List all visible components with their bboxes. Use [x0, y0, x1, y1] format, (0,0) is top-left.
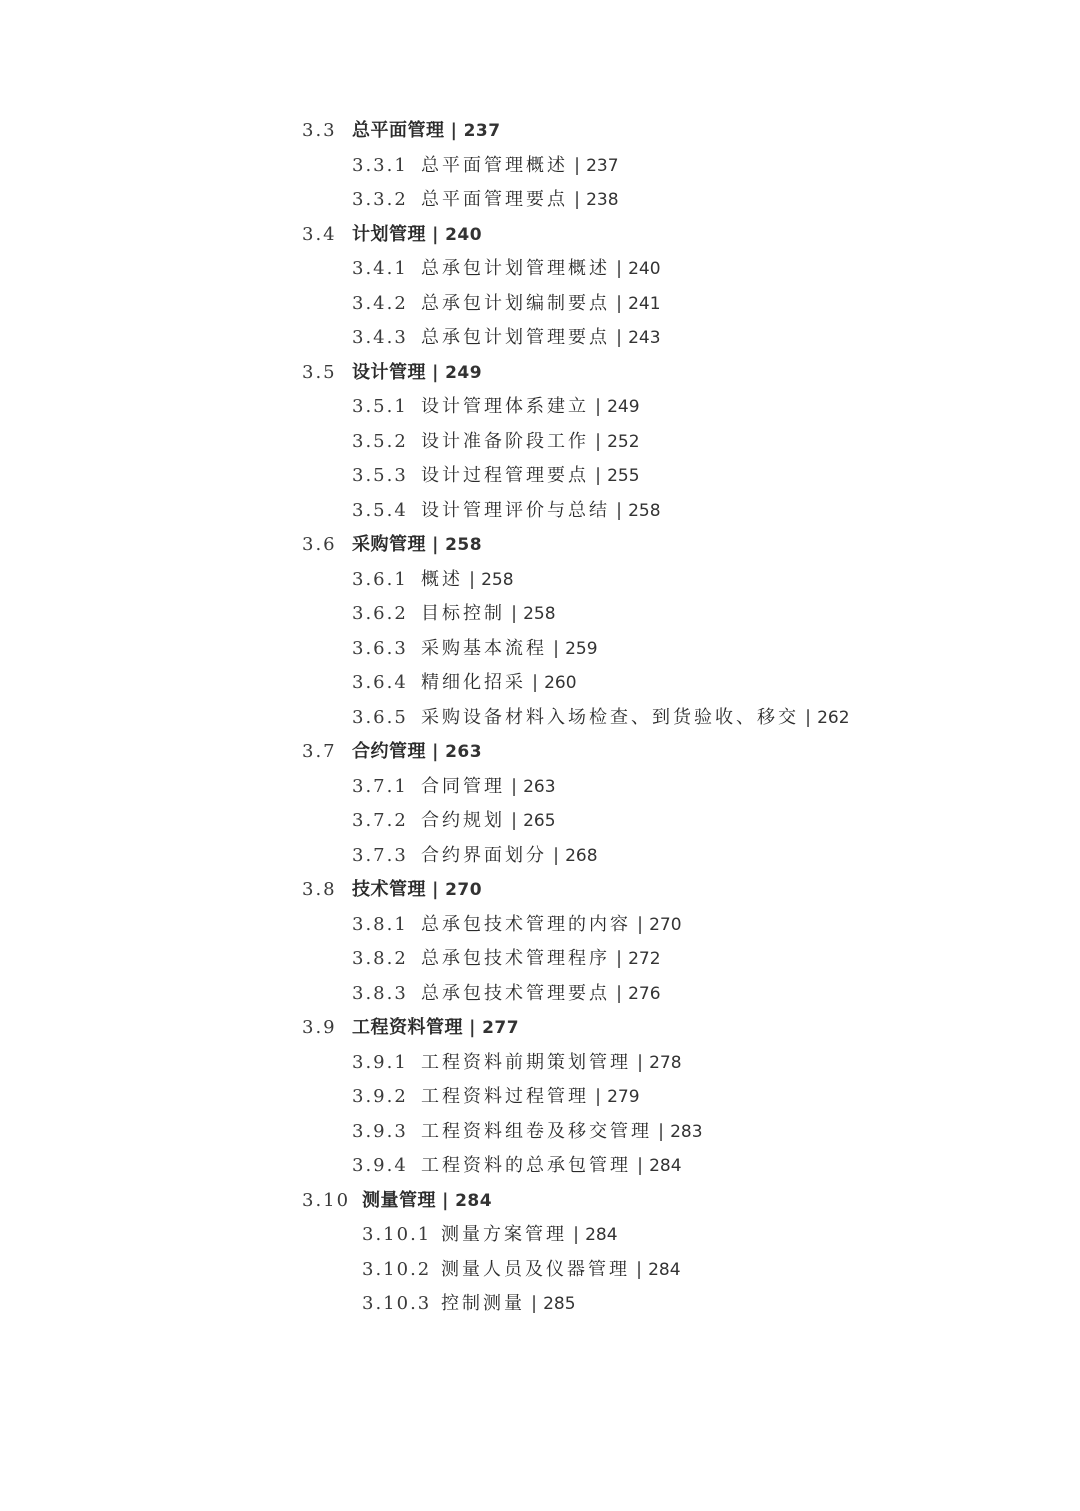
toc-separator: |: [574, 154, 581, 176]
toc-entry-title: 总承包技术管理程序: [421, 948, 610, 969]
toc-entry-title-group: [421, 321, 661, 356]
toc-page-number: 284: [585, 1225, 618, 1245]
toc-section-entry: [0, 218, 1080, 253]
toc-page-number: 238: [586, 190, 619, 210]
toc-entry-title-group: [421, 942, 661, 977]
toc-page-number: 249: [445, 362, 483, 383]
toc-subsection-entry: [0, 183, 1080, 218]
toc-entry-title: 总承包技术管理要点: [421, 982, 610, 1004]
toc-entry-title-group: [352, 735, 482, 770]
toc-entry-title-group: [421, 1149, 682, 1184]
toc-entry-title-group: [421, 839, 598, 874]
toc-page-number: 259: [565, 638, 598, 659]
toc-separator: |: [616, 258, 623, 279]
toc-entry-title-group: [352, 114, 501, 149]
toc-entry-title-group: [421, 632, 598, 667]
toc-page-number: 252: [607, 431, 640, 452]
toc-subsection-entry: [0, 597, 1080, 632]
toc-separator: |: [469, 568, 476, 590]
toc-page-number: 270: [445, 880, 483, 900]
toc-page-number: 263: [523, 776, 556, 797]
toc-entry-title-group: [421, 597, 556, 632]
toc-entry-number: 3.6.5: [352, 706, 408, 728]
toc-entry-number: 3.5.3: [352, 465, 408, 486]
toc-entry-number: 3.5: [302, 361, 337, 383]
toc-separator: |: [574, 189, 581, 210]
toc-entry-number: 3.7.2: [352, 810, 408, 831]
toc-separator: |: [553, 637, 560, 659]
toc-page-number: 283: [670, 1121, 703, 1142]
toc-entry-number: 3.8: [302, 879, 337, 900]
toc-page-number: 284: [649, 1156, 682, 1176]
toc-separator: |: [658, 1120, 665, 1142]
toc-entry-title: 控制测量: [441, 1293, 525, 1314]
toc-entry-title: 设计准备阶段工作: [421, 430, 589, 452]
toc-entry-number: 3.6.1: [352, 568, 408, 590]
toc-entry-title: 采购设备材料入场检查、到货验收、移交: [421, 706, 799, 728]
toc-entry-title: 工程资料过程管理: [421, 1086, 589, 1107]
toc-entry-title: 工程资料管理: [352, 1017, 463, 1038]
toc-subsection-entry: [0, 563, 1080, 598]
toc-section-entry: [0, 528, 1080, 563]
toc-entry-title: 设计过程管理要点: [421, 465, 589, 486]
toc-subsection-entry: [0, 804, 1080, 839]
toc-entry-title-group: [421, 183, 619, 218]
toc-entry-title-group: [421, 459, 640, 494]
toc-separator: |: [432, 879, 440, 900]
toc-entry-title: 总承包计划编制要点: [421, 292, 610, 314]
toc-entry-number: 3.10.1: [362, 1224, 432, 1245]
toc-entry-number: 3.10.2: [362, 1258, 432, 1280]
toc-separator: |: [805, 706, 812, 728]
toc-entry-number: 3.8.1: [352, 913, 408, 935]
toc-entry-title-group: [441, 1253, 681, 1288]
toc-separator: |: [616, 327, 623, 348]
toc-page-number: 237: [586, 155, 619, 176]
toc-page-number: 285: [543, 1294, 576, 1314]
toc-separator: |: [469, 1017, 477, 1038]
toc-page-number: 258: [628, 500, 661, 521]
toc-entry-title: 概述: [421, 568, 463, 590]
toc-entry-title: 目标控制: [421, 603, 505, 624]
toc-separator: |: [616, 948, 623, 969]
toc-page-number: 272: [628, 949, 661, 969]
toc-subsection-entry: [0, 632, 1080, 667]
toc-page-number: 284: [455, 1190, 493, 1211]
toc-page-number: 255: [607, 466, 640, 486]
toc-entry-title-group: [352, 873, 482, 908]
toc-entry-number: 3.4.1: [352, 258, 408, 279]
toc-subsection-entry: [0, 1046, 1080, 1081]
toc-entry-number: 3.10: [302, 1189, 351, 1211]
toc-entry-title-group: [441, 1218, 618, 1253]
toc-page-number: 268: [565, 845, 598, 866]
toc-entry-title: 测量人员及仪器管理: [441, 1258, 630, 1280]
toc-separator: |: [616, 499, 623, 521]
toc-page-number: 237: [463, 121, 501, 141]
toc-subsection-entry: [0, 942, 1080, 977]
toc-entry-title-group: [421, 908, 682, 943]
toc-subsection-entry: [0, 149, 1080, 184]
toc-entry-number: 3.7.1: [352, 775, 408, 797]
toc-entry-number: 3.9: [302, 1017, 337, 1038]
toc-entry-title-group: [421, 390, 640, 425]
toc-separator: |: [532, 672, 539, 693]
toc-separator: |: [637, 913, 644, 935]
toc-entry-title-group: [352, 356, 482, 391]
toc-separator: |: [511, 603, 518, 624]
toc-subsection-entry: [0, 1115, 1080, 1150]
toc-subsection-entry: [0, 770, 1080, 805]
toc-entry-title-group: [421, 425, 640, 460]
toc-section-entry: [0, 1184, 1080, 1219]
toc-entry-number: 3.6: [302, 534, 337, 555]
toc-entry-number: 3.7: [302, 741, 337, 762]
toc-separator: |: [432, 223, 440, 245]
toc-entry-number: 3.6.3: [352, 637, 408, 659]
toc-entry-number: 3.9.1: [352, 1051, 408, 1073]
toc-page-number: 243: [628, 328, 661, 348]
toc-entry-title-group: [362, 1184, 492, 1219]
toc-entry-title: 测量管理: [362, 1189, 436, 1211]
toc-entry-title-group: [421, 804, 556, 839]
toc-section-entry: [0, 873, 1080, 908]
toc-page-number: 241: [628, 293, 661, 314]
toc-entry-title: 技术管理: [352, 879, 426, 900]
toc-entry-title: 采购管理: [352, 534, 426, 555]
toc-entry-number: 3.7.3: [352, 844, 408, 866]
toc-entry-title-group: [421, 287, 661, 322]
toc-entry-title-group: [421, 701, 850, 736]
toc-separator: |: [432, 361, 440, 383]
toc-entry-number: 3.5.2: [352, 430, 408, 452]
toc-subsection-entry: [0, 425, 1080, 460]
toc-separator: |: [616, 292, 623, 314]
toc-entry-number: 3.4.3: [352, 327, 408, 348]
toc-separator: |: [511, 775, 518, 797]
toc-entry-title: 合同管理: [421, 775, 505, 797]
toc-subsection-entry: [0, 839, 1080, 874]
toc-page-number: 258: [523, 604, 556, 624]
toc-entry-number: 3.8.3: [352, 982, 408, 1004]
toc-subsection-entry: [0, 494, 1080, 529]
toc-subsection-entry: [0, 321, 1080, 356]
toc-subsection-entry: [0, 908, 1080, 943]
toc-page-number: 278: [649, 1052, 682, 1073]
toc-separator: |: [442, 1189, 450, 1211]
toc-entry-number: 3.5.4: [352, 499, 408, 521]
toc-subsection-entry: [0, 459, 1080, 494]
toc-separator: |: [511, 810, 518, 831]
toc-separator: |: [595, 465, 602, 486]
toc-page-number: 279: [607, 1087, 640, 1107]
toc-separator: |: [553, 844, 560, 866]
toc-page-number: 276: [628, 983, 661, 1004]
toc-page-number: 240: [445, 224, 483, 245]
toc-section-entry: [0, 356, 1080, 391]
toc-entry-title: 设计管理评价与总结: [421, 499, 610, 521]
toc-entry-title: 总承包计划管理概述: [421, 258, 610, 279]
toc-separator: |: [595, 430, 602, 452]
toc-entry-number: 3.9.4: [352, 1155, 408, 1176]
toc-entry-number: 3.5.1: [352, 396, 408, 417]
toc-entry-title-group: [352, 1011, 519, 1046]
toc-subsection-entry: [0, 701, 1080, 736]
toc-entry-title: 计划管理: [352, 223, 426, 245]
toc-separator: |: [595, 1086, 602, 1107]
toc-entry-title: 合约界面划分: [421, 844, 547, 866]
toc-entry-title: 测量方案管理: [441, 1224, 567, 1245]
toc-subsection-entry: [0, 252, 1080, 287]
toc-separator: |: [637, 1155, 644, 1176]
toc-section-entry: [0, 735, 1080, 770]
toc-entry-title-group: [421, 1080, 640, 1115]
toc-entry-title: 工程资料组卷及移交管理: [421, 1120, 652, 1142]
toc-entry-title-group: [421, 977, 661, 1012]
toc-entry-title-group: [421, 1115, 703, 1150]
toc-page-number: 240: [628, 259, 661, 279]
toc-entry-number: 3.10.3: [362, 1293, 432, 1314]
toc-separator: |: [432, 534, 440, 555]
toc-entry-title: 总承包计划管理要点: [421, 327, 610, 348]
toc-entry-title: 合约规划: [421, 810, 505, 831]
toc-entry-title: 设计管理体系建立: [421, 396, 589, 417]
toc-separator: |: [531, 1293, 538, 1314]
toc-subsection-entry: [0, 1218, 1080, 1253]
toc-page-number: 284: [648, 1259, 681, 1280]
toc-entry-number: 3.3.1: [352, 154, 408, 176]
toc-entry-title-group: [352, 528, 482, 563]
toc-entry-number: 3.4.2: [352, 292, 408, 314]
toc-subsection-entry: [0, 666, 1080, 701]
toc-entry-title: 总平面管理概述: [421, 154, 568, 176]
toc-subsection-entry: [0, 977, 1080, 1012]
toc-page-number: 258: [445, 535, 483, 555]
toc-entry-title: 总承包技术管理的内容: [421, 913, 631, 935]
toc-entry-title-group: [421, 770, 556, 805]
toc-entry-title: 合约管理: [352, 741, 426, 762]
toc-entry-number: 3.9.2: [352, 1086, 408, 1107]
toc-page-number: 258: [481, 569, 514, 590]
toc-page-number: 260: [544, 673, 577, 693]
toc-entry-number: 3.8.2: [352, 948, 408, 969]
toc-entry-title: 采购基本流程: [421, 637, 547, 659]
toc-section-entry: [0, 1011, 1080, 1046]
toc-page-number: 263: [445, 742, 483, 762]
toc-entry-title: 工程资料前期策划管理: [421, 1051, 631, 1073]
table-of-contents: [0, 114, 1080, 1322]
toc-separator: |: [636, 1258, 643, 1280]
toc-entry-title: 设计管理: [352, 361, 426, 383]
toc-separator: |: [595, 396, 602, 417]
toc-entry-title: 工程资料的总承包管理: [421, 1155, 631, 1176]
toc-page-number: 262: [817, 707, 850, 728]
toc-entry-title-group: [421, 252, 661, 287]
toc-entry-number: 3.4: [302, 223, 337, 245]
toc-entry-number: 3.6.4: [352, 672, 408, 693]
toc-subsection-entry: [0, 1080, 1080, 1115]
toc-subsection-entry: [0, 1149, 1080, 1184]
toc-subsection-entry: [0, 390, 1080, 425]
toc-entry-title-group: [421, 149, 619, 184]
toc-page-number: 270: [649, 914, 682, 935]
toc-entry-number: 3.9.3: [352, 1120, 408, 1142]
toc-entry-number: 3.6.2: [352, 603, 408, 624]
toc-entry-title-group: [352, 218, 482, 253]
toc-separator: |: [450, 120, 458, 141]
toc-entry-title-group: [421, 1046, 682, 1081]
toc-subsection-entry: [0, 287, 1080, 322]
toc-entry-title-group: [421, 563, 514, 598]
toc-section-entry: [0, 114, 1080, 149]
toc-page-number: 277: [482, 1018, 520, 1038]
toc-entry-title-group: [441, 1287, 576, 1322]
toc-separator: |: [616, 982, 623, 1004]
toc-separator: |: [637, 1051, 644, 1073]
toc-entry-title: 总平面管理要点: [421, 189, 568, 210]
toc-entry-title-group: [421, 666, 577, 701]
toc-subsection-entry: [0, 1287, 1080, 1322]
toc-entry-title-group: [421, 494, 661, 529]
toc-separator: |: [432, 741, 440, 762]
toc-entry-title: 精细化招采: [421, 672, 526, 693]
toc-entry-title: 总平面管理: [352, 120, 445, 141]
toc-entry-number: 3.3: [302, 120, 337, 141]
toc-separator: |: [573, 1224, 580, 1245]
toc-entry-number: 3.3.2: [352, 189, 408, 210]
toc-subsection-entry: [0, 1253, 1080, 1288]
toc-page-number: 249: [607, 397, 640, 417]
toc-page-number: 265: [523, 811, 556, 831]
